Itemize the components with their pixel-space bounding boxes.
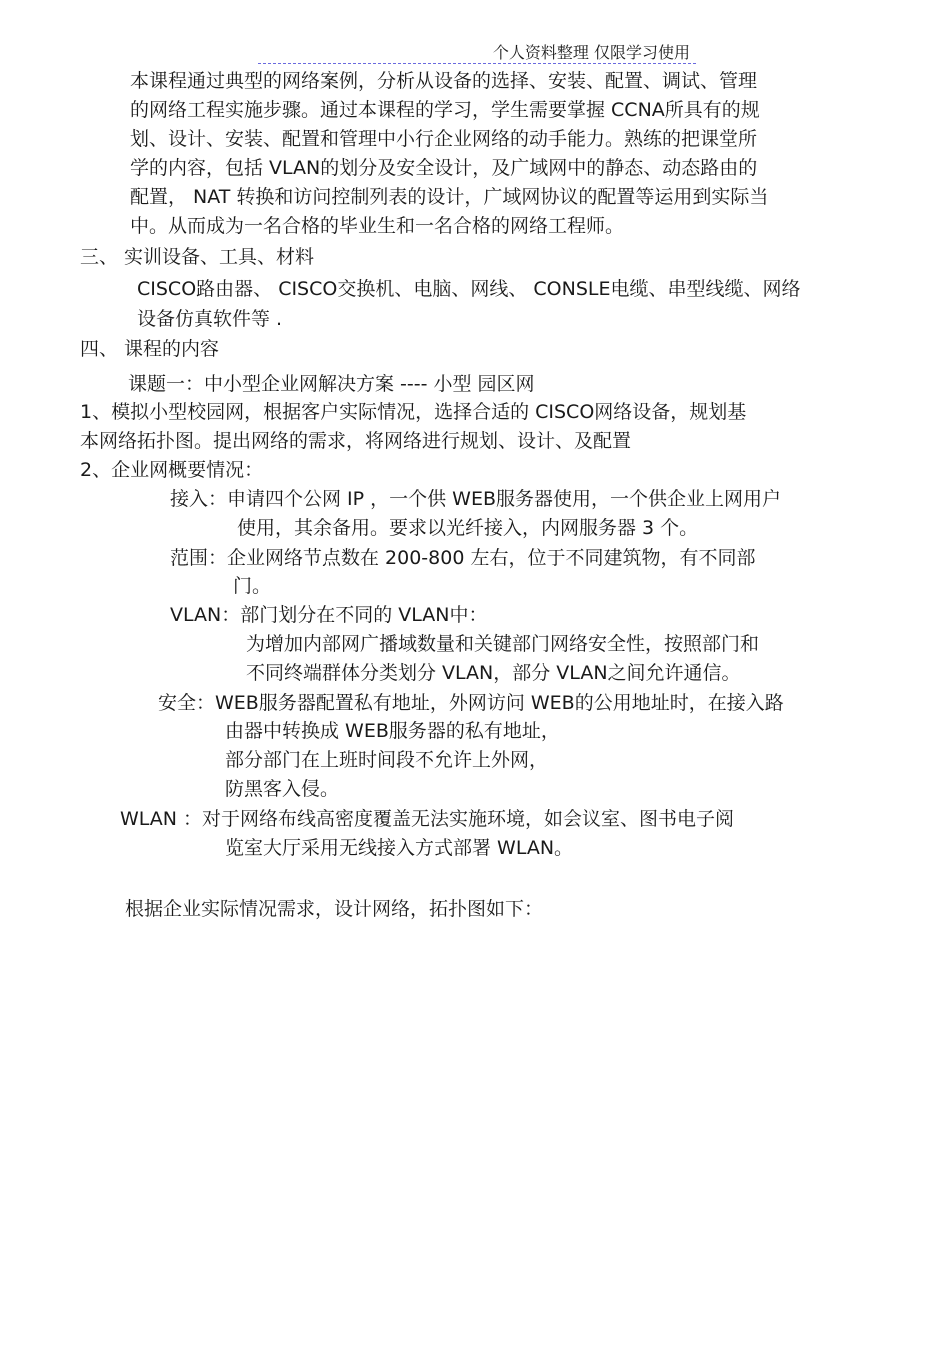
intro-line: 划、设计、安装、配置和管理中小行企业网络的动手能力。熟练的把课堂所 [130,128,758,150]
wlan-line: 览室大厅采用无线接入方式部署 WLAN。 [225,837,574,859]
access-line: 使用，其余备用。要求以光纤接入，内网服务器 3 个。 [237,517,699,539]
vlan-line: 不同终端群体分类划分 VLAN，部分 VLAN之间允许通信。 [246,662,741,684]
topic-title: 课题一：中小型企业网解决方案 ---- 小型 园区网 [128,373,535,395]
intro-line: 配置， NAT 转换和访问控制列表的设计，广域网协议的配置等运用到实际当 [130,186,769,208]
intro-line: 学的内容，包括 VLAN的划分及安全设计，及广域网中的静态、动态路由的 [130,157,758,179]
section-4-heading: 四、 课程的内容 [80,338,220,360]
intro-line: 本课程通过典型的网络案例，分析从设备的选择、安装、配置、调试、管理 [130,70,758,92]
equipment-line: 设备仿真软件等 . [137,308,283,330]
vlan-line: VLAN：部门划分在不同的 VLAN中： [170,604,488,626]
section-3-heading: 三、 实训设备、工具、材料 [80,246,315,268]
security-line: 部分部门在上班时间段不允许上外网， [225,749,549,771]
item-1-line: 本网络拓扑图。提出网络的需求，将网络进行规划、设计、及配置 [80,430,632,452]
item-2-heading: 2、企业网概要情况： [80,459,264,481]
intro-line: 的网络工程实施步骤。通过本课程的学习，学生需要掌握 CCNA所具有的规 [130,99,760,121]
scope-line: 门。 [233,575,272,597]
wlan-line: WLAN ：对于网络布线高密度覆盖无法实施环境，如会议室、图书电子阅 [120,808,735,830]
scope-line: 范围：企业网络节点数在 200-800 左右，位于不同建筑物，有不同部 [170,547,756,569]
page-header: 个人资料整理 仅限学习使用 [258,42,696,64]
security-line: 由器中转换成 WEB服务器的私有地址， [225,720,560,742]
security-line: 防黑客入侵。 [225,778,340,800]
item-1-line: 1、模拟小型校园网，根据客户实际情况，选择合适的 CISCO网络设备，规划基 [80,401,747,423]
topology-intro: 根据企业实际情况需求，设计网络，拓扑图如下： [125,898,544,920]
equipment-line: CISCO路由器、 CISCO交换机、电脑、网线、 CONSLE电缆、串型线缆、网络 [137,278,801,300]
security-line: 安全：WEB服务器配置私有地址，外网访问 WEB的公用地址时，在接入路 [158,692,784,714]
vlan-line: 为增加内部网广播域数量和关键部门网络安全性，按照部门和 [246,633,760,655]
access-line: 接入：申请四个公网 IP ，一个供 WEB服务器使用，一个供企业上网用户 [170,488,782,510]
intro-line: 中。从而成为一名合格的毕业生和一名合格的网络工程师。 [130,215,625,237]
